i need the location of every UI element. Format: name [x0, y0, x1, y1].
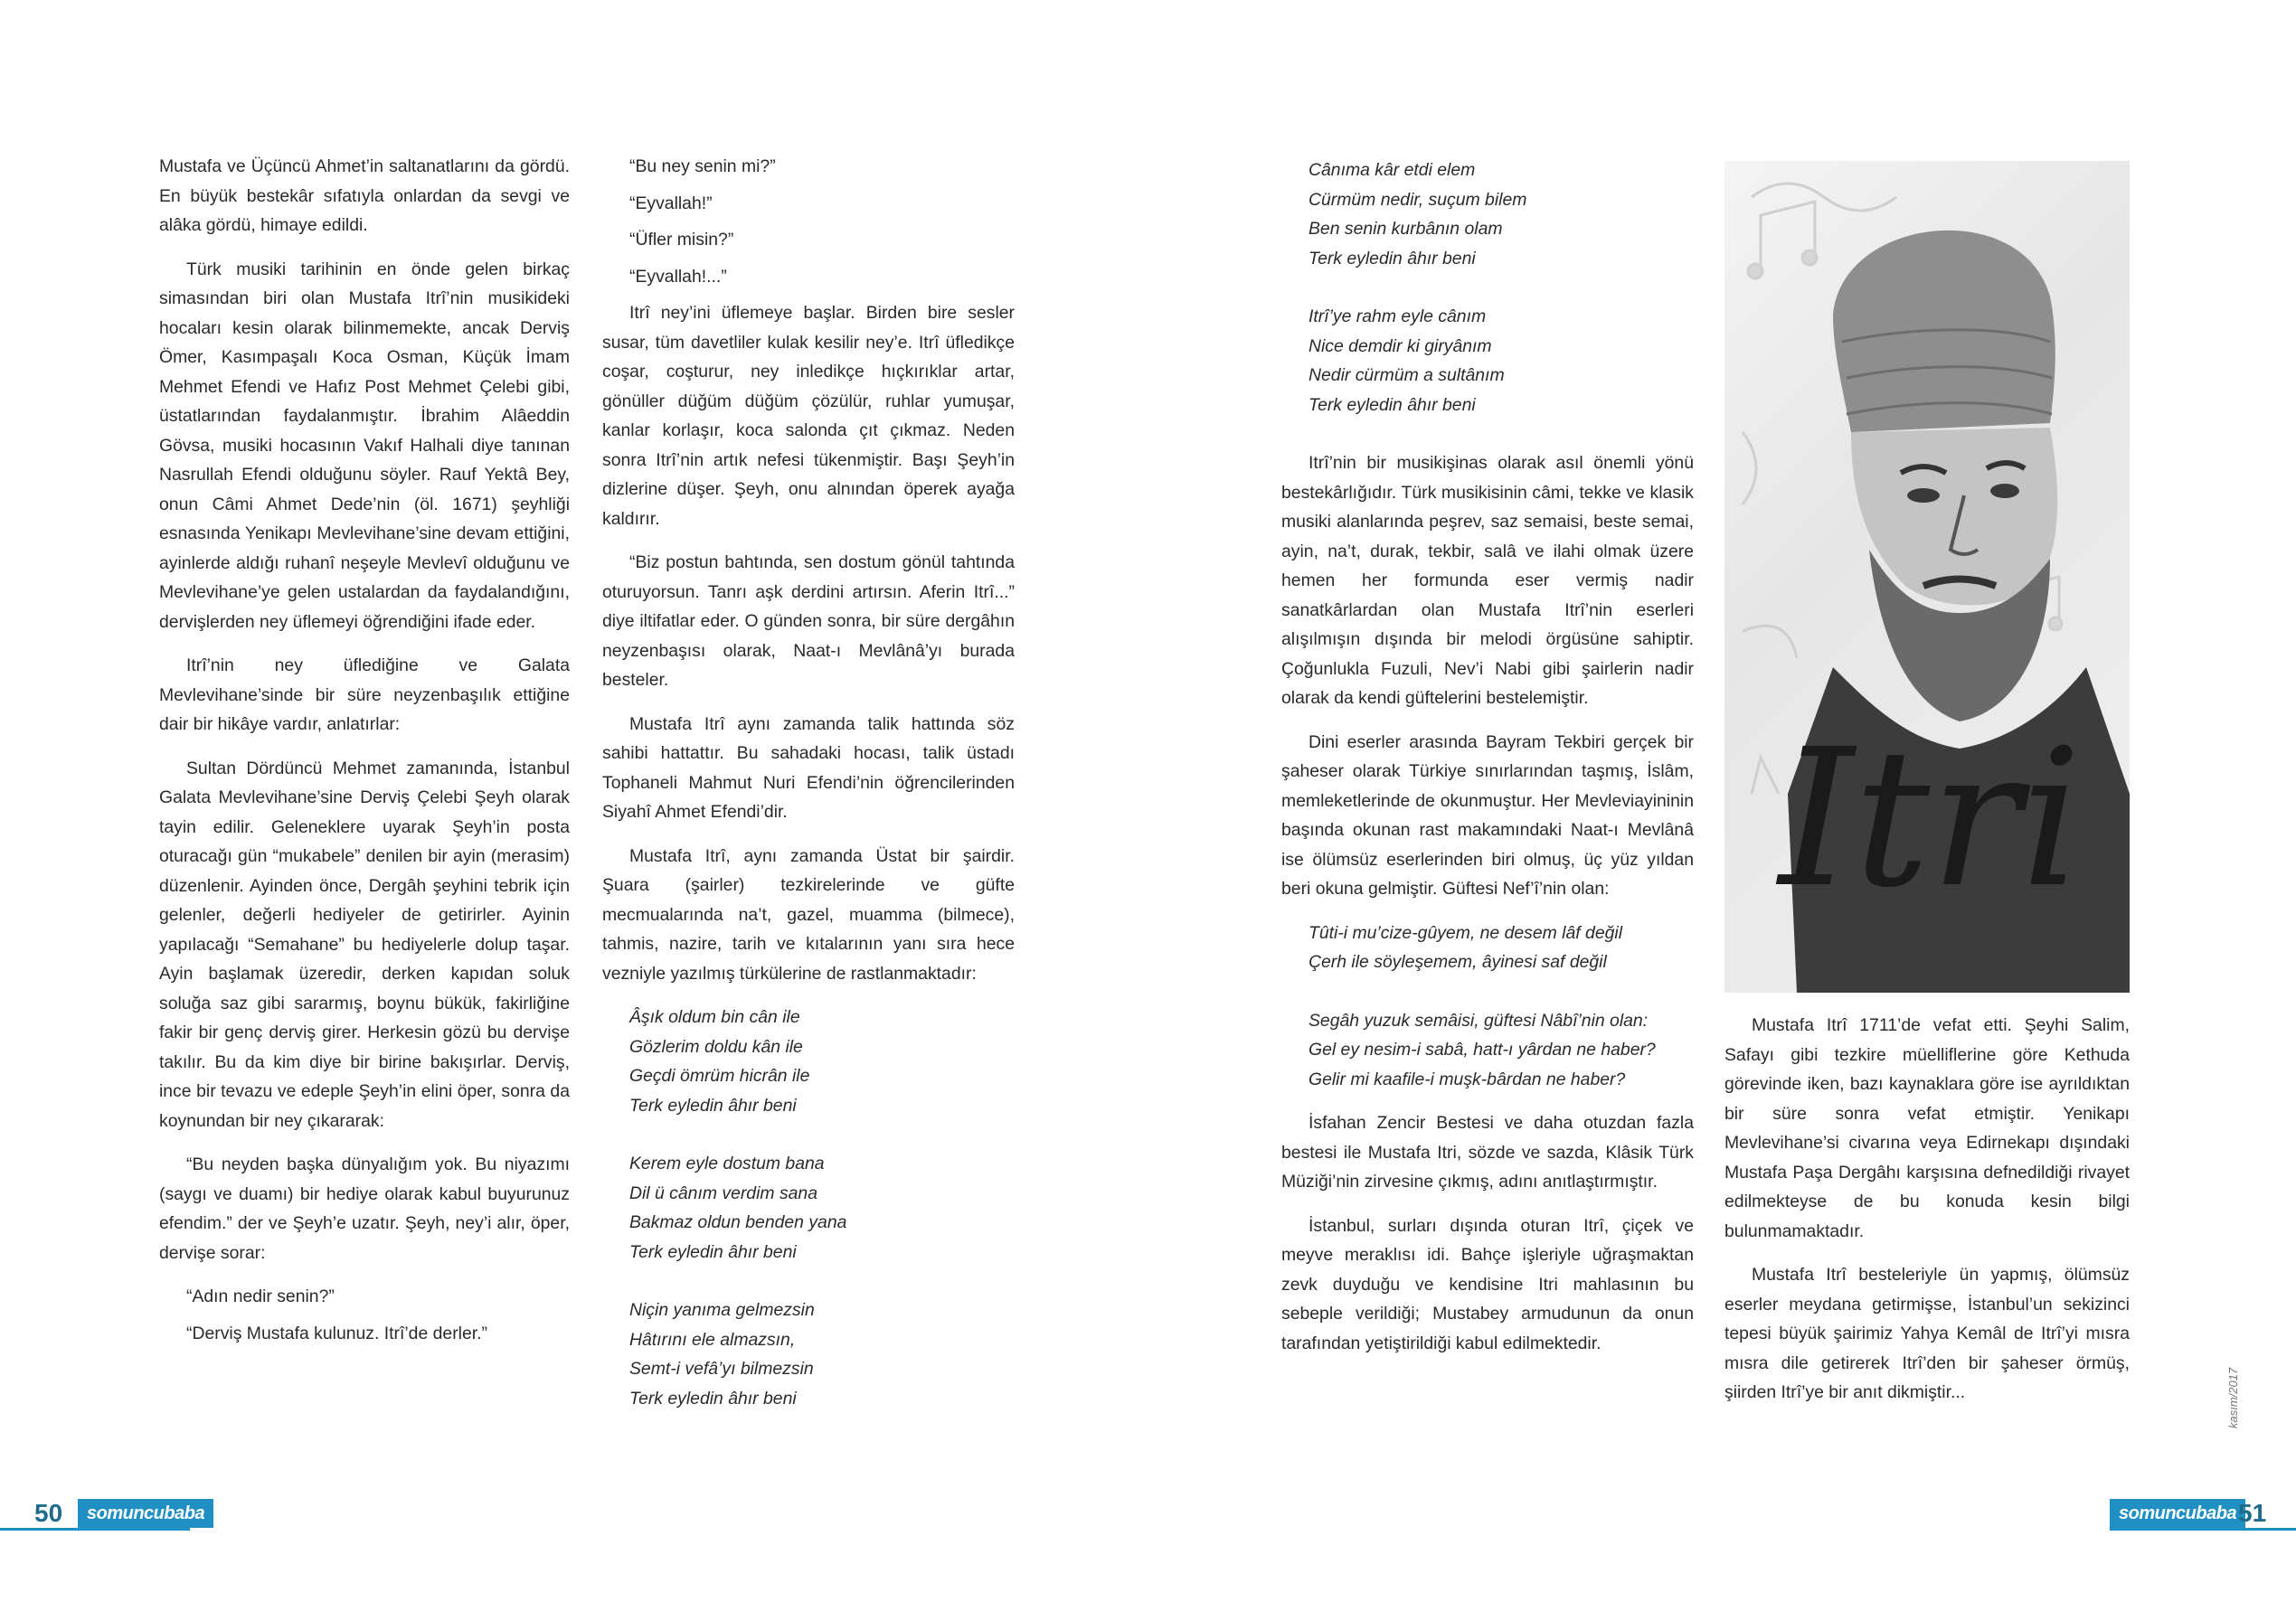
text-column-1 — [159, 152, 570, 1355]
text-column-4 — [1724, 1011, 2130, 1422]
poem-couplet — [1309, 919, 1694, 977]
verse-line: Itrî’ye rahm eyle cânım — [1309, 306, 1487, 326]
paragraph: Itrî’nin bir musikişinas olarak asıl önemli yönü bestekârlığıdır. Türk musikisinin câmi, tekke ve klasik musiki alanlarında peşrev, saz semaisi, beste semai, ayin, na’t, durak, tekbir, salâ ve ilahi olmak üzere hemen her formunda eser vermiş nadir sanatkârlardan olan Mustafa Itrî’nin eserleri alışılmışın dışında bir melodi örgüsüne sahiptir. Çoğunlukla Fuzuli, Nev’i Nabi gibi şairlerin nadir olarak da kendi güftelerini bestelemiştir. — [1281, 453, 1694, 708]
poem-stanza — [629, 1296, 1015, 1413]
page-number-left: 50 — [34, 1499, 63, 1527]
verse-line: Nedir cürmüm a sultânım — [1309, 365, 1505, 385]
portrait-artwork — [1724, 161, 2130, 993]
paragraph: Sultan Dördüncü Mehmet zamanında, İstanbul Galata Mevlevihane’sine Derviş Çelebi Şeyh olarak tayin edilir. Geleneklere uyarak Şeyh’in posta oturacağı gün “mukabele” denilen bir ayin (merasim) düzenlenir. Ayinden önce, Dergâh şeyhini tebrik için gelenler, değerli hediyeler de getirirler. Ayinin yapılacağı “Semahane” bu hediyelerle dolup taşar. Ayin başlamak üzeredir, derken kapıdan soluk soluğa saz gibi sararmış, boynu bükük, fakirliğine fakir bir genç derviş girer. Herkesin gözü bu dervişe takılır. Bu da kim diye bir birine bakışırlar. Derviş, ince bir tevazu ve edeple Şeyh’in elini öper, sonra da koynundan bir ney çıkararak: — [159, 758, 570, 1131]
verse-line: Terk eyledin âhır beni — [629, 1388, 797, 1409]
verse-line: Terk eyledin âhır beni — [629, 1095, 797, 1116]
verse-line: Gözlerim doldu kân ile — [629, 1036, 803, 1057]
verse-line: Terk eyledin âhır beni — [629, 1241, 797, 1262]
paragraph: Mustafa Itrî aynı zamanda talik hattında söz sahibi hattattır. Bu sahadaki hocası, talik üstadı Tophaneli Mahmut Nuri Efendi’nin öğrencilerinden Siyahî Ahmet Efendi’dir. — [602, 713, 1015, 822]
verse-line: Cürmüm nedir, suçum bilem — [1309, 189, 1527, 210]
dialogue-line: “Eyvallah!...” — [629, 266, 727, 287]
dialogue-line: “Eyvallah!” — [629, 193, 713, 213]
dialogue-line: “Derviş Mustafa kulunuz. Itrî’de derler.” — [186, 1323, 487, 1343]
poem-stanza — [629, 1149, 1015, 1267]
verse-line: Gelir mi kaafile-i muşk-bârdan ne haber? — [1309, 1069, 1626, 1089]
footer-rule-left — [0, 1528, 190, 1531]
verse-line: Dil ü cânım verdim sana — [629, 1183, 817, 1203]
verse-line: Gel ey nesim-i sabâ, hatt-ı yârdan ne haber? — [1309, 1040, 1656, 1060]
paragraph: Mustafa Itrî, aynı zamanda Üstat bir şairdir. Şuara (şairler) tezkirelerinde ve güfte mecmualarında na’t, gazel, muamma (bilmece), tahmis, nazire, tarih ve kıtalarının yanı sıra hece vezniyle yazılmış türkülerine de rastlanmaktadır: — [602, 845, 1015, 984]
poem-stanza — [1309, 155, 1694, 273]
dialogue-line: “Adın nedir senin?” — [186, 1286, 335, 1306]
brand-logo-left: somuncubaba — [78, 1499, 213, 1528]
text-column-3 — [1281, 152, 1694, 1372]
page-number-right: 51 — [2238, 1499, 2267, 1527]
footer-rule-right — [2110, 1528, 2296, 1531]
verse-line: Terk eyledin âhır beni — [1309, 248, 1476, 269]
verse-line: Çerh ile söyleşemem, âyinesi saf değil — [1309, 952, 1607, 972]
verse-line: Geçdi ömrüm hicrân ile — [629, 1066, 810, 1086]
poem-stanza — [629, 1003, 1015, 1120]
verse-line: Âşık oldum bin cân ile — [629, 1007, 800, 1027]
paragraph: “Bu neyden başka dünyalığım yok. Bu niyazımı (saygı ve duamı) bir hediye olarak kabul buyurunuz efendim.” der ve Şeyh’e uzatır. Şeyh, ney’i alır, öper, dervişe sorar: — [159, 1154, 570, 1263]
portrait-title: Itri — [1779, 708, 2082, 929]
text-column-2 — [602, 152, 1015, 1442]
issue-date: kasım/2017 — [2226, 1367, 2240, 1428]
portrait-illustration — [1724, 161, 2130, 993]
verse-line: Semt-i vefâ’yı bilmezsin — [629, 1359, 814, 1379]
paragraph: Mustafa Itrî besteleriyle ün yapmış, ölümsüz eserler meydana getirmişse, İstanbul’un sekizinci tepesi büyük şairimiz Yahya Kemâl de Itrî’yi mısra mısra dile getirerek Itrî’den bir şaheser örmüş, şiirden Itrî’ye bir anıt dikmiştir... — [1724, 1265, 2130, 1402]
verse-line: Kerem eyle dostum bana — [629, 1154, 825, 1173]
paragraph: İstanbul, surları dışında oturan Itrî, çiçek ve meyve meraklısı idi. Bahçe işleriyle uğraşmaktan zevk duyduğu ve kendisine Itri mahlasının bu sebeple verildiği; Mustabey armudunun da onun tarafından yetiştirildiği kabul edilmektedir. — [1281, 1215, 1694, 1353]
paragraph: Dini eserler arasında Bayram Tekbiri gerçek bir şaheser olarak Türkiye sınırlarından taşmış, İslâm, memleketlerinde de okunmuştur. Her Mevleviayininin başında okunan rast makamındaki Naat-ı Mevlânâ ise ölümsüz eserlerinden biri olmuş, üç yüz yıldan beri okuna gelmiştir. Güftesi Nef’î’nin olan: — [1281, 731, 1694, 899]
poem-stanza — [1309, 302, 1694, 419]
brand-logo-right: somuncubaba — [2110, 1499, 2245, 1528]
paragraph: Itrî ney’ini üflemeye başlar. Birden bire sesler susar, tüm davetliler kulak kesilir ney’e. Itrî üfledikçe coşar, coşturur, ney inledikçe hıçkırıklar artar, gönüller düğüm düğüm çözülür, ruhlar yumuşar, kanlar korlaşır, koca salonda çıt çıkmaz. Neden sonra Itrî’nin artık nefesi tükenmiştir. Başı Şeyh’in dizlerine düşer. Şeyh, onu alnından öperek ayağa kaldırır. — [602, 303, 1015, 529]
poem-couplet — [1309, 1006, 1694, 1095]
verse-line: Tûti-i mu’cize-gûyem, ne desem lâf değil — [1309, 922, 1623, 943]
verse-line: Niçin yanıma gelmezsin — [629, 1300, 815, 1320]
verse-line: Nice demdir ki giryânım — [1309, 335, 1492, 356]
paragraph: Mustafa ve Üçüncü Ahmet’in saltanatlarını da gördü. En büyük bestekâr sıfatıyla onlardan da sevgi ve alâka gördü, himaye edildi. — [159, 156, 570, 235]
verse-line: Cânıma kâr etdi elem — [1309, 160, 1476, 180]
paragraph: “Biz postun bahtında, sen dostum gönül tahtında oturuyorsun. Tanrı aşk derdini artırsın. Aferin Itrî...” diye iltifatlar eder. O günden sonra, bir süre dergâhın neyzenbaşısı olarak, Naat-ı Mevlânâ’yı burada besteler. — [602, 552, 1015, 690]
paragraph: İsfahan Zencir Bestesi ve daha otuzdan fazla bestesi ile Mustafa Itri, sözde ve sazda, Klâsik Türk Müziği’nin zirvesine çıkmış, adını anıtlaştırmıştır. — [1281, 1113, 1694, 1192]
verse-line: Ben senin kurbânın olam — [1309, 219, 1503, 239]
verse-line: Bakmaz oldun benden yana — [629, 1212, 847, 1232]
dialogue-line: “Bu ney senin mi?” — [629, 156, 776, 176]
dialogue-line: “Üfler misin?” — [629, 230, 734, 250]
verse-line: Segâh yuzuk semâisi, güftesi Nâbî’nin olan: — [1309, 1010, 1649, 1031]
paragraph: Türk musiki tarihinin en önde gelen birkaç simasından biri olan Mustafa Itrî’nin musikideki hocaları kesin olarak bilinmemekte, ancak Derviş Ömer, Kasımpaşalı Koca Osman, Küçük İmam Mehmet Efendi ve Hafız Post Mehmet Çelebi gibi, üstatlarından faydalanmıştır. İbrahim Alâeddin Gövsa, musiki hocasının Vakıf Halhali diye tanınan Nasrullah Efendi olduğunu söyler. Rauf Yektâ Bey, onun Câmi Ahmet Dede’nin (öl. 1671) şeyhliği esnasında Yenikapı Mevlevihane’sine devam ettiğini, ayinlerde aldığı ruhanî neşeyle Mevlevî olduğunu ve Mevlevihane’ye gelen ustalardan da faydalandığını, dervişlerden ney üflemeyi öğrendiğini ifade eder. — [159, 259, 570, 632]
paragraph: Itrî’nin ney üflediğine ve Galata Mevlevihane’sinde bir süre neyzenbaşılık ettiğine dair bir hikâye vardır, anlatırlar: — [159, 655, 570, 734]
verse-line: Terk eyledin âhır beni — [1309, 394, 1476, 415]
paragraph: Mustafa Itrî 1711’de vefat etti. Şeyhi Salim, Safayı gibi tezkire müelliflerine göre Kethuda görevinde iken, bazı kaynaklara göre ise ayrıldıktan bir süre sonra vefat etmiştir. Yenikapı Mevlevihane’si civarına veya Edirnekapı dışındaki Mustafa Paşa Dergâhı karşısına defnedildiği rivayet edilmekteyse de bu konuda kesin bilgi bulunmamaktadır. — [1724, 1015, 2130, 1241]
verse-line: Hâtırını ele almazsın, — [629, 1329, 796, 1350]
